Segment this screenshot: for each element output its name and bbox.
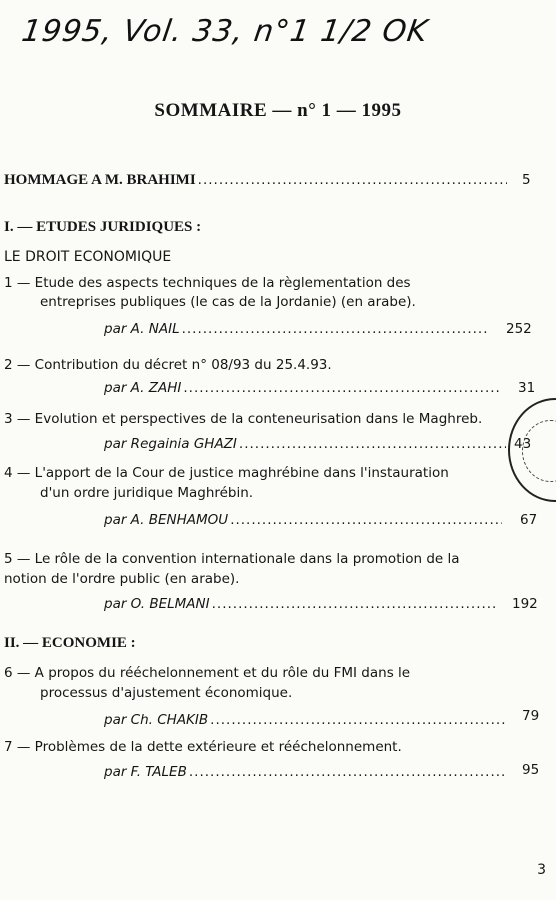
toc-entry-hommage[interactable] xyxy=(4,172,509,189)
toc-item-6-page: 79 xyxy=(522,708,540,724)
toc-item-1-author: par A. NAIL xyxy=(104,321,180,337)
toc-item-5-title[interactable]: 5 — Le rôle de la convention internationale dans la promotion de la xyxy=(4,551,460,567)
toc-item-3-author: par Regainia GHAZI xyxy=(104,436,237,452)
toc-item-6-title-cont: processus d'ajustement économique. xyxy=(40,685,293,701)
toc-item-4-title[interactable]: 4 — L'apport de la Cour de justice maghrébine dans l'instauration xyxy=(4,465,449,481)
toc-item-5-author: par O. BELMANI xyxy=(104,596,210,612)
toc-item-1-title-cont: entreprises publiques (le cas de la Jordanie) (en arabe). xyxy=(40,294,416,310)
toc-item-1-author-line xyxy=(104,321,490,337)
leader-dots xyxy=(183,380,502,396)
toc-item-2-author: par A. ZAHI xyxy=(104,380,182,396)
toc-item-1-title[interactable]: 1 — Etude des aspects techniques de la règlementation des xyxy=(4,275,411,291)
page-title: SOMMAIRE — n° 1 — 1995 xyxy=(154,100,402,121)
toc-item-7-page: 95 xyxy=(522,762,540,778)
handwritten-note: 1995, Vol. 33, n°1 1/2 OK xyxy=(19,14,431,49)
toc-item-4-author-line xyxy=(104,512,504,528)
toc-item-5-title-cont: notion de l'ordre public (en arabe). xyxy=(4,571,240,587)
toc-item-2-author-line xyxy=(104,380,504,396)
leader-dots xyxy=(210,712,506,728)
hommage-page: 5 xyxy=(522,172,531,188)
toc-item-2-page: 31 xyxy=(518,380,536,396)
toc-item-5-page: 192 xyxy=(512,596,538,612)
leader-dots xyxy=(230,512,502,528)
hommage-label: HOMMAGE A M. BRAHIMI xyxy=(4,172,196,188)
leader-dots xyxy=(182,321,488,337)
page-number: 3 xyxy=(537,862,546,878)
toc-item-4-page: 67 xyxy=(520,512,538,528)
toc-item-7-author: par F. TALEB xyxy=(104,764,187,780)
leader-dots xyxy=(239,436,506,452)
toc-item-6-author: par Ch. CHAKIB xyxy=(104,712,209,728)
section-heading-juridiques: I. — ETUDES JURIDIQUES : xyxy=(4,219,202,235)
toc-item-4-title-cont: d'un ordre juridique Maghrébin. xyxy=(40,485,254,501)
section-subheading: LE DROIT ECONOMIQUE xyxy=(4,249,172,265)
toc-item-5-author-line xyxy=(104,596,500,612)
toc-item-1-page: 252 xyxy=(506,321,532,337)
toc-item-3-author-line xyxy=(104,436,508,452)
toc-item-3-page: 43 xyxy=(514,436,532,452)
toc-item-6-author-line xyxy=(104,712,508,728)
toc-item-4-author: par A. BENHAMOU xyxy=(104,512,229,528)
leader-dots xyxy=(212,596,498,612)
toc-item-7-author-line xyxy=(104,764,508,780)
leader-dots xyxy=(198,172,507,188)
toc-item-7-title[interactable]: 7 — Problèmes de la dette extérieure et rééchelonnement. xyxy=(4,739,402,755)
section-heading-economie: II. — ECONOMIE : xyxy=(4,635,136,651)
toc-item-6-title[interactable]: 6 — A propos du rééchelonnement et du rôle du FMI dans le xyxy=(4,665,411,681)
toc-item-2-title[interactable]: 2 — Contribution du décret n° 08/93 du 25.4.93. xyxy=(4,357,332,373)
toc-item-3-title[interactable]: 3 — Evolution et perspectives de la conteneurisation dans le Maghreb. xyxy=(4,411,483,427)
leader-dots xyxy=(189,764,506,780)
